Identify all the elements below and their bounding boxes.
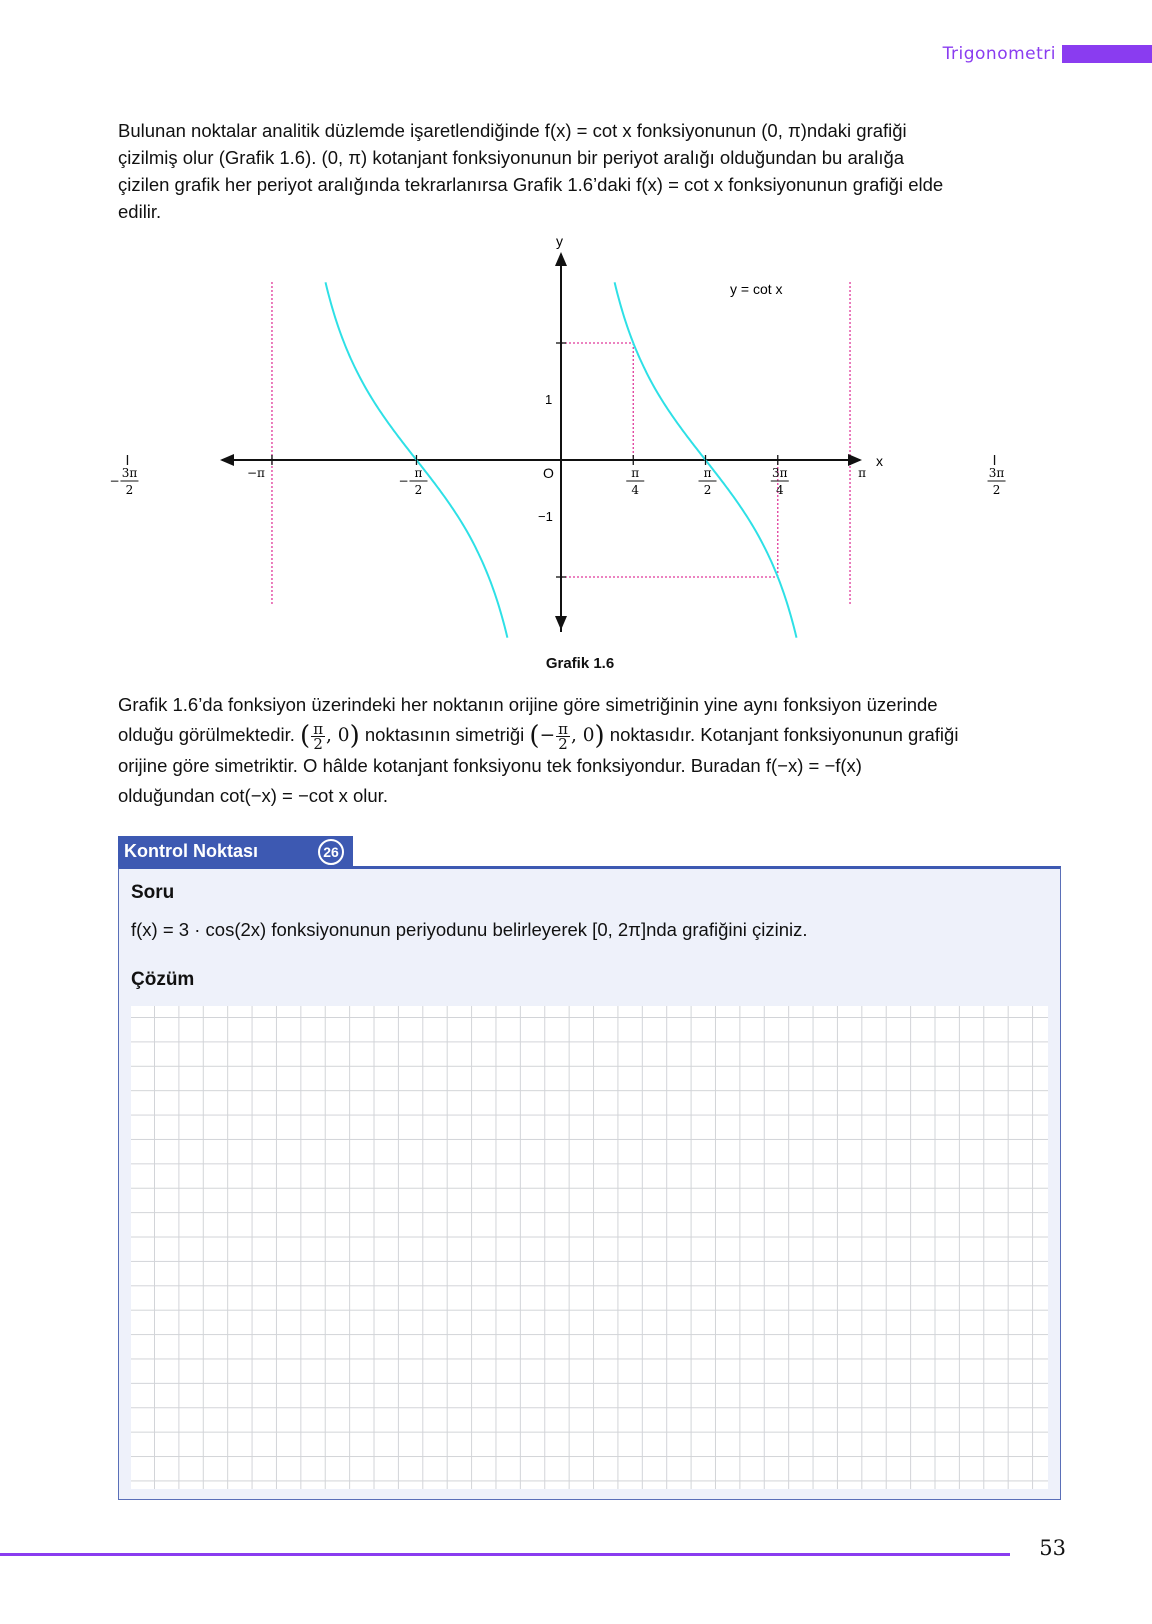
x-tick-denominator: 2 [992, 483, 1001, 497]
x-tick-sign: − [109, 474, 120, 488]
graph-caption: Grafik 1.6 [545, 655, 615, 672]
x-tick-denominator: 2 [414, 483, 423, 497]
footer-line [0, 1553, 1010, 1556]
curve-label: y = cot x [730, 281, 783, 297]
open-paren: ( [300, 721, 311, 752]
x-tick-numerator: 3π [772, 466, 788, 480]
x-tick-denominator: 2 [703, 483, 712, 497]
x-tick-denominator: 2 [125, 483, 134, 497]
kontrol-noktasi-tab [118, 836, 353, 868]
close-paren: ) [594, 721, 605, 752]
x-tick-denominator: 4 [775, 483, 784, 497]
point-tail: , 0 [570, 725, 595, 746]
point-tail: , 0 [326, 725, 350, 746]
symmetry-text-3: noktasıdır. Kotanjant fonksiyonunun grafiği [609, 724, 959, 745]
close-paren: ) [349, 721, 360, 752]
cozum-heading: Çözüm [131, 969, 195, 990]
x-tick-label: π [858, 466, 866, 480]
x-tick-numerator: π [703, 466, 712, 480]
kontrol-noktasi-box [118, 866, 1061, 1500]
open-paren: ( [529, 721, 540, 752]
x-tick-numerator: 3π [121, 466, 138, 480]
fraction-denominator: 2 [558, 734, 568, 753]
symmetry-line-2 [118, 720, 1058, 751]
solution-grid[interactable] [131, 1006, 1048, 1489]
soru-heading: Soru [131, 882, 175, 903]
intro-line-1: Bulunan noktalar analitik düzlemde işaretlendiğinde f(x) = cot x fonksiyonunun (0, π)ndaki grafiği [118, 120, 907, 141]
kontrol-number-badge: 26 [318, 839, 344, 865]
point-fraction [556, 719, 570, 753]
fraction-numerator: π [313, 719, 324, 738]
fraction-numerator: π [558, 719, 568, 738]
symmetry-paragraph [118, 690, 1058, 811]
y-tick-label-minus1: −1 [538, 509, 553, 524]
intro-paragraph [118, 117, 1058, 225]
running-header-title: Trigonometri [942, 44, 1056, 64]
symmetry-line-3: orijine göre simetriktir. O hâlde kotanjant fonksiyonu tek fonksiyondur. Buradan f(−x) = −f(x) [118, 755, 862, 777]
x-tick-numerator: π [631, 466, 640, 480]
intro-line-2: çizilmiş olur (Grafik 1.6). (0, π) kotanjant fonksiyonunun bir periyot aralığı olduğundan bu aralığa [118, 147, 905, 168]
x-tick-numerator: 3π [988, 466, 1005, 480]
y-tick-label-1: 1 [545, 392, 553, 407]
y-axis-label: y [556, 233, 563, 249]
header-accent-bar [1062, 45, 1152, 63]
symmetry-text-2: noktasının simetriği [364, 724, 525, 745]
symmetry-line-1: Grafik 1.6’da fonksiyon üzerindeki her noktanın orijine göre simetriğinin yine aynı fonksiyon üzerinde [118, 694, 938, 715]
x-tick-denominator: 4 [631, 483, 640, 497]
origin-label: O [543, 465, 554, 481]
x-tick-label: −π [246, 466, 265, 480]
point-fraction [311, 719, 325, 753]
intro-line-3: çizilen grafik her periyot aralığında tekrarlanırsa Grafik 1.6’daki f(x) = cot x fonksiyonunun grafiği elde [118, 174, 944, 195]
intro-line-4: edilir. [118, 201, 162, 222]
kontrol-noktasi-title: Kontrol Noktası [124, 841, 259, 861]
question-text: f(x) = 3 · cos(2x) fonksiyonunun periyodunu belirleyerek [0, 2π]nda grafiğini çiziniz. [131, 919, 808, 940]
fraction-denominator: 2 [313, 734, 323, 753]
symmetry-line-4: olduğundan cot(−x) = −cot x olur. [118, 785, 388, 807]
symmetry-text-1: olduğu görülmektedir. [118, 724, 295, 745]
x-tick-sign: − [398, 474, 409, 488]
page-number: 53 [1039, 1536, 1066, 1560]
cot-graph [109, 232, 1005, 652]
x-axis-label: x [876, 453, 883, 469]
fraction-sign: − [539, 725, 556, 746]
x-tick-numerator: π [414, 466, 423, 480]
